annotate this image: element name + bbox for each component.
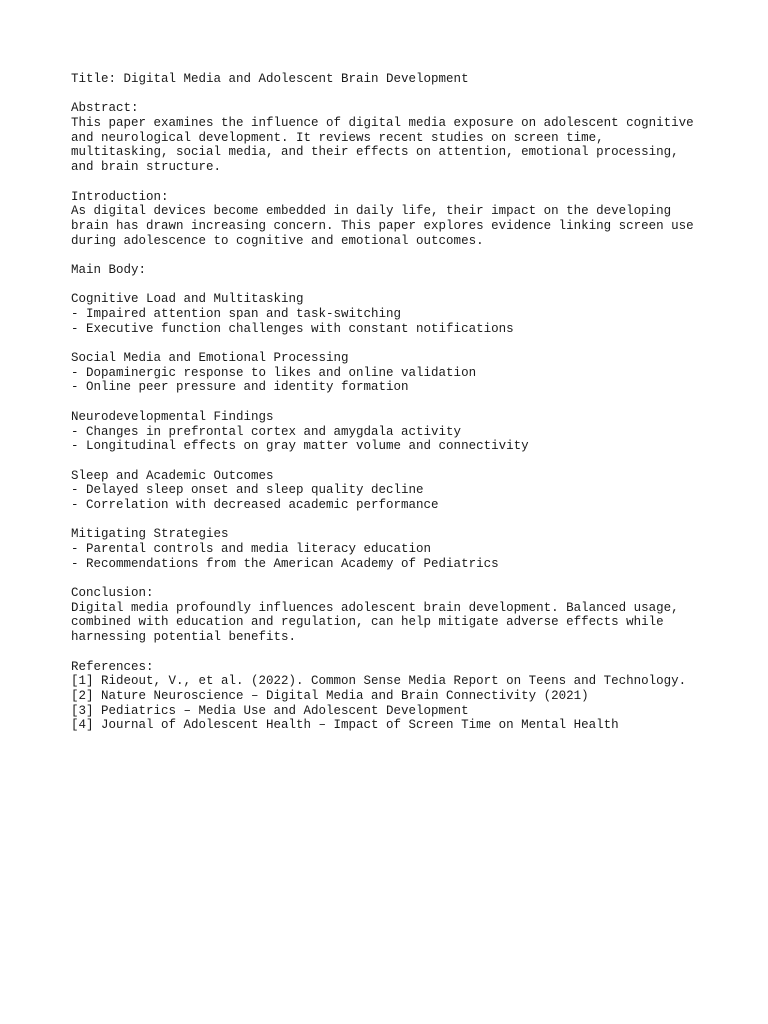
spacer [71,87,731,102]
spacer [71,454,731,469]
reference-item: [1] Rideout, V., et al. (2022). Common Sense Media Report on Teens and Technology. [71,674,687,689]
section-item: - Recommendations from the American Academy of Pediatrics [71,556,499,571]
abstract-line: multitasking, social media, and their effects on attention, emotional processing, [71,145,679,160]
main-body-heading: Main Body: [71,262,147,277]
spacer [71,513,731,528]
section-item: - Delayed sleep onset and sleep quality decline [71,483,424,498]
spacer [71,278,731,293]
section-title: Mitigating Strategies [71,527,229,542]
spacer [71,571,731,586]
section-item: - Dopaminergic response to likes and online validation [71,365,477,380]
section-title: Neurodevelopmental Findings [71,409,274,424]
spacer [71,336,731,351]
introduction-line: during adolescence to cognitive and emotional outcomes. [71,233,484,248]
abstract-heading: Abstract: [71,101,139,116]
spacer [71,395,731,410]
conclusion-line: combined with education and regulation, can help mitigate adverse effects while [71,615,664,630]
references-heading: References: [71,659,154,674]
conclusion-line: harnessing potential benefits. [71,630,297,645]
document-title: Title: Digital Media and Adolescent Brain Development [71,72,469,86]
spacer [71,645,731,660]
section-item: - Impaired attention span and task-switching [71,307,402,321]
section-item: - Correlation with decreased academic performance [71,497,439,512]
abstract-line: This paper examines the influence of digital media exposure on adolescent cognitive [71,116,694,131]
section-title: Social Media and Emotional Processing [71,351,349,366]
abstract-line: and neurological development. It reviews recent studies on screen time, [71,130,604,145]
reference-item: [4] Journal of Adolescent Health – Impact of Screen Time on Mental Health [71,718,619,733]
introduction-heading: Introduction: [71,189,169,204]
section-item: - Online peer pressure and identity formation [71,380,409,395]
introduction-line: brain has drawn increasing concern. This paper explores evidence linking screen use [71,218,694,233]
introduction-line: As digital devices become embedded in daily life, their impact on the developing [71,204,672,219]
section-title: Sleep and Academic Outcomes [71,468,274,483]
reference-item: [2] Nature Neuroscience – Digital Media and Brain Connectivity (2021) [71,688,589,703]
section-item: - Executive function challenges with constant notifications [71,321,514,336]
reference-item: [3] Pediatrics – Media Use and Adolescent Development [71,703,469,718]
section-item: - Longitudinal effects on gray matter volume and connectivity [71,439,529,454]
document-page [71,72,731,733]
conclusion-line: Digital media profoundly influences adolescent brain development. Balanced usage, [71,600,679,615]
spacer [71,175,731,190]
abstract-line: and brain structure. [71,160,222,175]
section-title: Cognitive Load and Multitasking [71,292,304,307]
spacer [71,248,731,263]
conclusion-heading: Conclusion: [71,586,154,601]
section-item: - Changes in prefrontal cortex and amygdala activity [71,424,462,439]
section-item: - Parental controls and media literacy education [71,542,432,556]
